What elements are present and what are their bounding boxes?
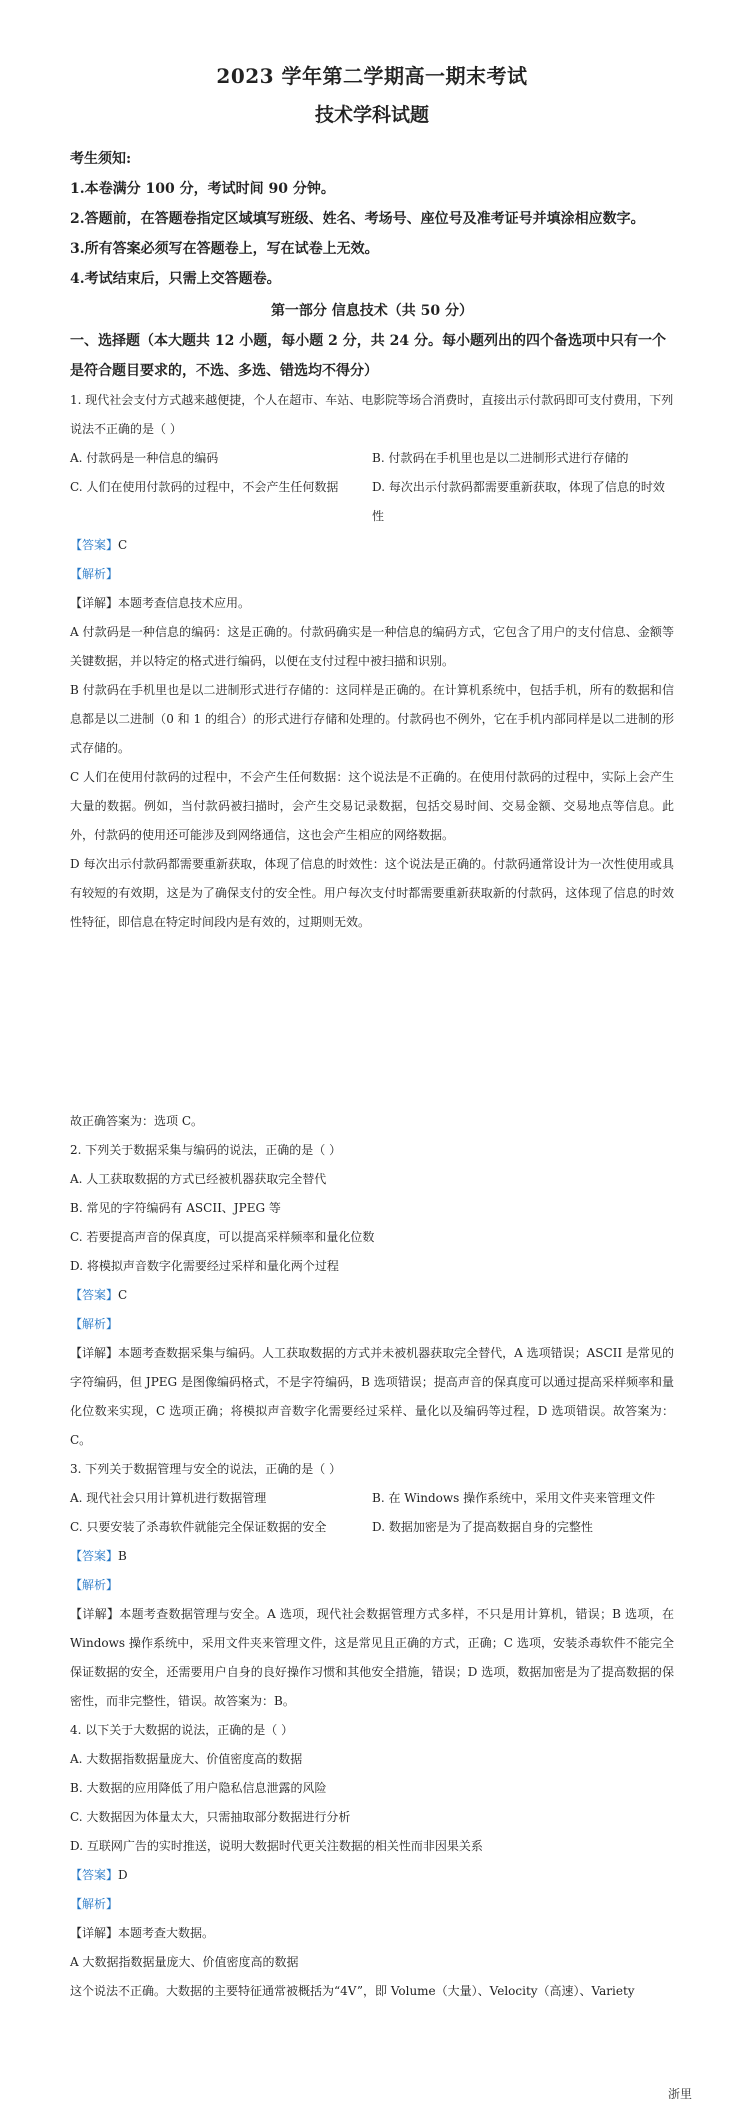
q1-option-a: A. 付款码是一种信息的编码 xyxy=(70,451,219,466)
q1-conclusion: 故正确答案为：选项 C。 xyxy=(70,1114,203,1129)
q4-option-a: A. 大数据指数据量庞大、价值密度高的数据 xyxy=(70,1752,303,1767)
q4-analysis-label: 【解析】 xyxy=(70,1897,119,1912)
q4-option-b: B. 大数据的应用降低了用户隐私信息泄露的风险 xyxy=(70,1781,327,1796)
answer-label: 【答案】 xyxy=(70,1549,119,1564)
q3-stem: 3. 下列关于数据管理与安全的说法，正确的是（ ） xyxy=(70,1462,342,1477)
q3-analysis-label: 【解析】 xyxy=(70,1578,119,1593)
answer-label: 【答案】 xyxy=(70,1288,119,1303)
q3-answer-value: B xyxy=(118,1549,127,1564)
q1-explain-c: C 人们在使用付款码的过程中，不会产生任何数据：这个说法是不正确的。在使用付款码的过程中，实际上会产生大量的数据。例如，当付款码被扫描时，会产生交易记录数据，包括交易时间、交易金额、交易地点等信息。此外，付款码的使用还可能涉及到网络通信，这也会产生相应的网络数据。 xyxy=(70,770,674,843)
q1-option-b: B. 付款码在手机里也是以二进制形式进行存储的 xyxy=(372,451,629,466)
q4-option-c: C. 大数据因为体量太大，只需抽取部分数据进行分析 xyxy=(70,1810,351,1825)
exam-title: 2023 学年第二学期高一期末考试 xyxy=(216,64,528,88)
q1-explain-a: A 付款码是一种信息的编码：这是正确的。付款码确实是一种信息的编码方式，它包含了用户的支付信息、金额等关键数据，并以特定的格式进行编码，以便在支付过程中被扫描和识别。 xyxy=(70,625,674,669)
q4-option-d: D. 互联网广告的实时推送，说明大数据时代更关注数据的相关性而非因果关系 xyxy=(70,1839,483,1854)
section-title: 第一部分 信息技术（共 50 分） xyxy=(270,303,474,320)
q3-options-row-2 xyxy=(70,1513,674,1542)
notice-heading: 考生须知: xyxy=(70,151,132,168)
q1-stem: 1. 现代社会支付方式越来越便捷，个人在超市、车站、电影院等场合消费时，直接出示付款码即可支付费用，下列说法不正确的是（ ） xyxy=(70,393,674,437)
page-footer: 浙里 xyxy=(667,2087,692,2101)
q1-answer-value: C xyxy=(118,538,128,553)
q1-analysis-label: 【解析】 xyxy=(70,567,119,582)
answer-label: 【答案】 xyxy=(70,538,119,553)
q1-explain-b: B 付款码在手机里也是以二进制形式进行存储的：这同样是正确的。在计算机系统中，包括手机，所有的数据和信息都是以二进制（0 和 1 的组合）的形式进行存储和处理的。付款码也不例外，它在手机内部同样是以二进制的形式存储的。 xyxy=(70,683,674,756)
q2-answer-value: C xyxy=(118,1288,128,1303)
q2-option-d: D. 将模拟声音数字化需要经过采样和量化两个过程 xyxy=(70,1259,339,1274)
notice-line-3: 3.所有答案必须写在答题卷上，写在试卷上无效。 xyxy=(70,241,379,258)
q2-detail: 【详解】本题考查数据采集与编码。人工获取数据的方式并未被机器获取完全替代，A 选项错误；ASCII 是常见的字符编码，但 JPEG 是图像编码格式，不是字符编码，B 选项错误；提高声音的保真度可以通过提高采样频率和量化位数来实现，C 选项正确；将模拟声音数字化需要经过采样、量化以及编码等过程，D 选项错误。故答案为：C。 xyxy=(70,1346,674,1448)
q2-option-a: A. 人工获取数据的方式已经被机器获取完全替代 xyxy=(70,1172,327,1187)
q1-option-c: C. 人们在使用付款码的过程中，不会产生任何数据 xyxy=(70,480,339,495)
q1-answer xyxy=(70,531,674,560)
exam-subtitle: 技术学科试题 xyxy=(314,104,429,126)
q3-options-row-1 xyxy=(70,1484,674,1513)
q2-option-b: B. 常见的字符编码有 ASCII、JPEG 等 xyxy=(70,1201,281,1216)
notice-line-2: 2.答题前，在答题卷指定区域填写班级、姓名、考场号、座位号及准考证号并填涂相应数字。 xyxy=(70,211,645,228)
q3-detail: 【详解】本题考查数据管理与安全。A 选项，现代社会数据管理方式多样，不只是用计算机，错误；B 选项，在 Windows 操作系统中，采用文件夹来管理文件，这是常见且正确的方式，正确；C 选项，安装杀毒软件不能完全保证数据的安全，还需要用户自身的良好操作习惯和其他安全措施，错误；D 选项，数据加密是为了提高数据的保密性，而非完整性，错误。故答案为：B。 xyxy=(70,1607,674,1709)
q1-options-row-2 xyxy=(70,473,674,531)
q3-answer xyxy=(70,1542,674,1571)
answer-label: 【答案】 xyxy=(70,1868,119,1883)
q3-option-b: B. 在 Windows 操作系统中，采用文件夹来管理文件 xyxy=(372,1491,656,1506)
notice-line-1: 1.本卷满分 100 分，考试时间 90 分钟。 xyxy=(70,181,335,198)
q2-answer xyxy=(70,1281,674,1310)
q1-option-d: D. 每次出示付款码都需要重新获取，体现了信息的时效性 xyxy=(372,480,665,524)
q2-analysis-label: 【解析】 xyxy=(70,1317,119,1332)
blank-gap xyxy=(70,937,674,1107)
q1-options-row-1 xyxy=(70,444,674,473)
q1-explain-d: D 每次出示付款码都需要重新获取，体现了信息的时效性：这个说法是正确的。付款码通常设计为一次性使用或具有较短的有效期，这是为了确保支付的安全性。用户每次支付时都需要重新获取新的付款码，这体现了信息的时效性特征，即信息在特定时间段内是有效的，过期则无效。 xyxy=(70,857,674,930)
q4-explain-a: A 大数据指数据量庞大、价值密度高的数据 xyxy=(70,1955,299,1970)
q4-explain-a-cont: 这个说法不正确。大数据的主要特征通常被概括为“4V”，即 Volume（大量）、Velocity（高速）、Variety xyxy=(70,1984,635,1999)
q3-option-a: A. 现代社会只用计算机进行数据管理 xyxy=(70,1491,267,1506)
q4-answer-value: D xyxy=(118,1868,128,1883)
q4-detail: 【详解】本题考查大数据。 xyxy=(70,1926,215,1941)
notice-line-4: 4.考试结束后，只需上交答题卷。 xyxy=(70,271,281,288)
q4-stem: 4. 以下关于大数据的说法，正确的是（ ） xyxy=(70,1723,294,1738)
q3-option-c: C. 只要安装了杀毒软件就能完全保证数据的安全 xyxy=(70,1520,327,1535)
q2-option-c: C. 若要提高声音的保真度，可以提高采样频率和量化位数 xyxy=(70,1230,375,1245)
part-title: 一、选择题（本大题共 12 小题，每小题 2 分，共 24 分。每小题列出的四个备选项中只有一个是符合题目要求的，不选、多选、错选均不得分） xyxy=(70,333,666,380)
q1-detail: 【详解】本题考查信息技术应用。 xyxy=(70,596,251,611)
q3-option-d: D. 数据加密是为了提高数据自身的完整性 xyxy=(372,1520,593,1535)
q2-stem: 2. 下列关于数据采集与编码的说法，正确的是（ ） xyxy=(70,1143,342,1158)
page-content xyxy=(70,60,674,2006)
q4-answer xyxy=(70,1861,674,1890)
